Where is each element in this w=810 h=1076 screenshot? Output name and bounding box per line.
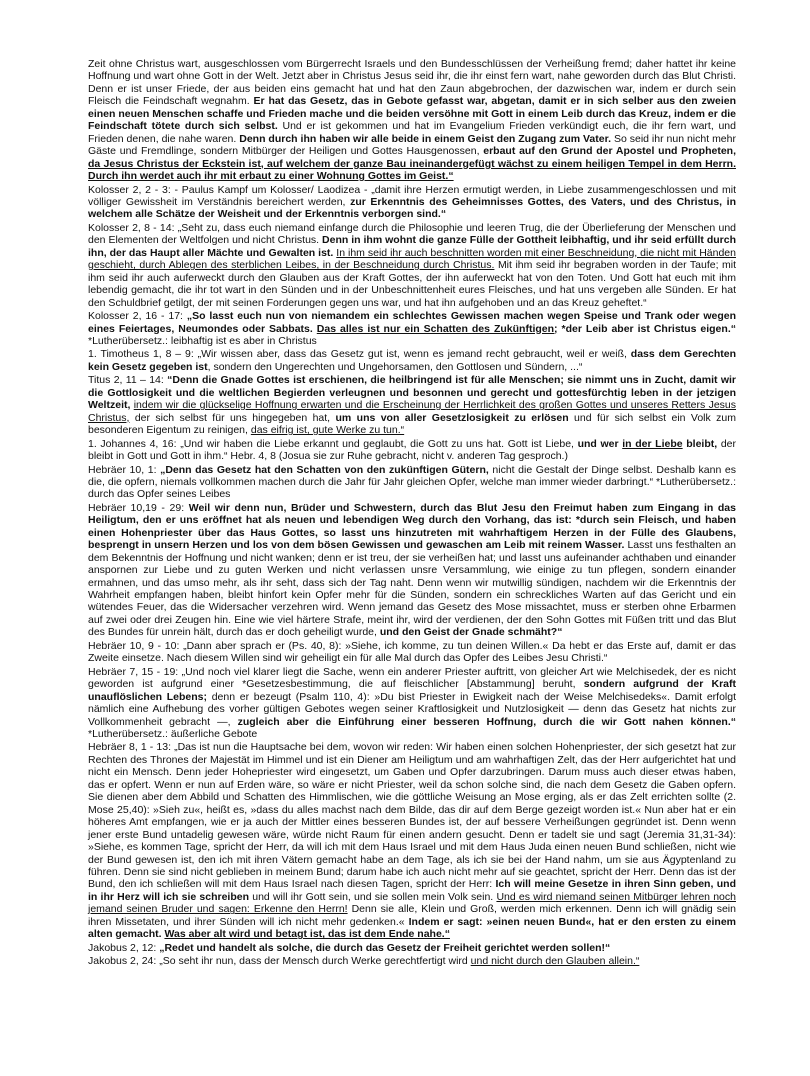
paragraph	[88, 640, 736, 665]
paragraph	[88, 348, 736, 373]
text-segment: Lasst uns festhalten an dem Bekenntnis der Hoffnung und nicht wanken; denn er ist treu, der sie verheißen hat; und lasst uns aufeinander achthaben und einander anspornen zur Liebe und zu guten Werken und nicht verlassen unsre Versammlung, wie einige zu tun pflegen, sondern einander ermahnen, und das umso mehr, als ihr seht, dass sich der Tag naht. Denn wenn wir mutwillig sündigen, nachdem wir die Erkenntnis der Wahrheit empfangen haben, bleibt hinfort kein Opfer mehr für die Sünden, sondern ein schreckliches Warten auf das Gericht und ein wütendes Feuer, das die Widersacher verzehren wird. Wenn jemand das Gesetz des Mose missachtet, muss er sterben ohne Erbarmen auf zwei oder drei Zeugen hin. Eine wie viel härtere Strafe, meint ihr, wird der verdienen, der den Sohn Gottes mit Füßen tritt und das Blut des Bundes für unrein hält, durch das er doch geheiligt wurde,	[88, 539, 736, 639]
text-segment: Jakobus 2, 24: „So seht ihr nun, dass der Mensch durch Werke gerechtfertigt wird	[88, 955, 471, 968]
text-segment: Weil wir denn nun, Brüder und Schwestern, durch das Blut Jesu den Freimut haben zum Eingang in das Heiligtum, den er uns eröffnet hat als neuen und lebendigen Weg durch den Vorhang, das ist: *durch sein Fleisch, und haben einen Hohenpriester über das Haus Gottes, so lasst uns hinzutreten mit wahrhaftigem Herzen in der Fülle des Glaubens, besprengt in unsern Herzen und los von dem bösen Gewissen und gewaschen am Leib mit reinem Wasser.	[88, 501, 736, 552]
text-segment: Hebräer 10, 9 - 10: „Dann aber sprach er (Ps. 40, 8): »Siehe, ich komme, zu tun deinen Willen.« Da hebt er das Erste auf, damit er das Zweite einsetze. Nach diesem Willen sind wir geheiligt ein für alle Mal durch das Opfer des Leibes Jesu Christi.“	[88, 639, 736, 665]
text-segment: Hebräer 8, 1 - 13: „Das ist nun die Hauptsache bei dem, wovon wir reden: Wir haben einen solchen Hohenpriester, der sich gesetzt hat zur Rechten des Thrones der Majestät im Himmel und ist ein Diener am Heiligtum und am wahrhaftigen Zelt, das der Herr aufgerichtet hat und nicht ein Mensch. Denn jeder Hohepriester wird eingesetzt, um Gaben und Opfer darzubringen. Darum muss auch dieser etwas haben, das er opfert. Wenn er nun auf Erden wäre, so wäre er nicht Priester, weil da schon solche sind, die nach dem Gesetz die Gaben opfern. Sie dienen aber dem Abbild und Schatten des Himmlischen, wie die göttliche Weisung an Mose erging, als er das Zelt errichten sollte (2. Mose 25,40): »Sieh zu«, heißt es, »dass du alles machst nach dem Bilde, das dir auf dem Berge gezeigt worden ist.« Nun aber hat er ein höheres Amt empfangen, wie er ja auch der Mittler eines besseren Bundes ist, der auf bessere Verheißungen gegründet ist. Denn wenn jener erste Bund untadelig gewesen wäre, würde nicht Raum für einen andern gesucht. Denn er tadelt sie und sagt (Jeremia 31,31-34): »Siehe, es kommen Tage, spricht der Herr, da will ich mit dem Haus Israel und mit dem Haus Juda einen neuen Bund schließen, nicht wie der Bund gewesen ist, den ich mit ihren Vätern gemacht habe an dem Tage, als ich sie bei der Hand nahm, um sie aus Ägyptenland zu führen. Denn sie sind nicht geblieben in meinem Bund; darum habe ich auch nicht mehr auf sie geachtet, spricht der Herr. Denn das ist der Bund, den ich schließen will mit dem Haus Israel nach diesen Tagen, spricht der Herr:	[88, 741, 736, 891]
text-segment: *Lutherübersetz.: äußerliche Gebote	[88, 728, 258, 741]
paragraph	[88, 942, 736, 954]
text-segment: *der Leib aber ist Christus eigen.“	[557, 322, 736, 335]
paragraph	[88, 955, 736, 967]
text-segment: In ihm seid ihr auch beschnitten worden mit einer Beschneidung, die nicht mit Händen geschieht, durch Ablegen des sterblichen Leibes, in der Beschneidung durch Christus.	[88, 246, 736, 272]
paragraph	[88, 438, 736, 463]
text-segment: und für sich selbst ein Volk zum besonderen Eigentum zu reinigen,	[88, 411, 736, 437]
text-segment: indem wir die glückselige Hoffnung erwarten und die Erscheinung der Herrlichkeit des großen Gottes und unseres Retters Jesus Christus,	[88, 399, 737, 424]
text-segment: um uns von aller Gesetzlosigkeit zu erlösen	[335, 411, 569, 424]
paragraph	[88, 741, 736, 940]
text-segment: Denn durch ihn haben wir alle beide in einem Geist den Zugang zum Vater.	[239, 132, 612, 145]
paragraph	[88, 666, 736, 741]
text-segment: nicht die Gestalt der Dinge selbst. Deshalb kann es die, die opfern, niemals vollkommen machen durch die Jahr für Jahr gleichen Opfer, welche man immer wieder darbringt.“ *Lutherübersetz.: durch das Opfer seines Leibes	[88, 463, 736, 501]
text-segment: bleibt,	[682, 437, 718, 450]
text-segment: Und er ist gekommen und hat im Evangelium Frieden verkündigt euch, die ihr fern wart, und Frieden denen, die nahe waren.	[88, 120, 736, 145]
paragraph	[88, 184, 736, 221]
text-segment: erbaut auf den Grund der Apostel und Propheten,	[483, 145, 736, 158]
text-segment: Hebräer 7, 15 - 19: „Und noch viel klarer liegt die Sache, wenn ein anderer Priester auftritt, von gleicher Art wie Melchisedek, der es nicht geworden ist aufgrund einer *Gesetzesbestimmung, die auf fleischlicher [Abstammung] beruht,	[88, 665, 736, 691]
text-segment: in der Liebe	[622, 437, 683, 450]
text-segment: 1. Timotheus 1, 8 – 9: „Wir wissen aber, dass das Gesetz gut ist, wenn es jemand recht gebraucht, weil er weiß,	[88, 348, 631, 361]
text-segment: zugleich aber die Einführung einer besseren Hoffnung, durch die wir Gott nahen können.“	[237, 715, 737, 728]
text-segment: Denn sie alle, Klein und Groß, werden mich erkennen. Denn ich will gnädig sein ihren Missetaten, und ihrer Sünden will ich nicht mehr gedenken.«	[88, 903, 736, 928]
text-segment: Indem er sagt: »einen neuen Bund«, hat er den ersten zu einem alten gemacht.	[88, 915, 737, 941]
text-segment: „Redet und handelt als solche, die durch das Gesetz der Freiheit gerichtet werden sollen!“	[159, 941, 611, 954]
text-segment: Kolosser 2, 2 - 3: - Paulus Kampf um Kolosser/ Laodizea - „damit ihre Herzen ermutigt werden, in Liebe zusammengeschlossen und mit völliger Gewissheit im Verständnis bereichert werden,	[88, 183, 736, 208]
text-segment: Jakobus 2, 12:	[88, 941, 160, 954]
text-segment: Denn in ihm wohnt die ganze Fülle der Gottheit leibhaftig, und ihr seid erfüllt durch ihn, der das Haupt aller Mächte und Gewalten ist.	[88, 234, 737, 259]
text-segment: Ich will meine Gesetze in ihren Sinn geben, und in ihr Herz will ich sie schreiben	[88, 878, 736, 903]
text-segment: zur Erkenntnis des Geheimnisses Gottes, des Vaters, und des Christus, in welchem alle Schätze der Weisheit und der Erkenntnis verborgen sind.“	[88, 195, 736, 221]
text-segment: Und es wird niemand seinen Mitbürger lehren noch jemand seinen Bruder und sagen: Erkenne den Herrn!	[88, 890, 736, 916]
text-segment: dass dem Gerechten kein Gesetz gegeben ist	[88, 348, 736, 373]
text-segment: und wer	[577, 437, 623, 450]
paragraph	[88, 58, 736, 183]
text-segment: und will ihr Gott sein, und sie sollen mein Volk sein.	[249, 890, 497, 903]
text-segment: Titus 2, 11 – 14:	[88, 374, 168, 387]
paragraph	[88, 310, 736, 347]
text-segment: „So lasst euch nun von niemandem ein schlechtes Gewissen machen wegen Speise und Trank oder wegen eines Feiertages, Neumondes oder Sabbats.	[88, 310, 736, 335]
text-segment: , sondern den Ungerechten und Ungehorsamen, den Gottlosen und Sündern, ...“	[207, 360, 583, 373]
text-segment: und den Geist der Gnade schmäht?“	[379, 626, 563, 639]
text-segment: da Jesus Christus der Eckstein ist, auf welchem der ganze Bau ineinandergefügt wächst zu einem heiligen Tempel in dem Herrn. Durch ihn werdet auch ihr mit erbaut zu einer Wohnung Gottes im Geist.“	[88, 157, 736, 183]
text-segment: 1. Johannes 4, 16: „Und wir haben die Liebe erkannt und geglaubt, die Gott zu uns hat. Gott ist Liebe,	[88, 437, 578, 450]
paragraph	[88, 374, 736, 436]
text-segment: Was aber alt wird und betagt ist, das ist dem Ende nahe.“	[164, 928, 450, 941]
text-segment: „Denn das Gesetz hat den Schatten von den zukünftigen Gütern,	[160, 463, 489, 476]
text-segment: der sich selbst für uns hingegeben hat,	[129, 411, 336, 424]
text-segment: So seid ihr nun nicht mehr Gäste und Fremdlinge, sondern Mitbürger der Heiligen und Gottes Hausgenossen,	[88, 132, 736, 158]
paragraph	[88, 222, 736, 309]
text-segment: Hebräer 10,19 - 29:	[88, 501, 189, 514]
text-segment: *Lutherübersetz.: leibhaftig ist es aber in Christus	[88, 334, 317, 347]
text-segment: Das alles ist nur ein Schatten des Zukünftigen;	[316, 322, 558, 335]
text-segment: Hebräer 10, 1:	[88, 463, 161, 476]
text-segment: denn er bezeugt (Psalm 110, 4): »Du bist Priester in Ewigkeit nach der Weise Melchisedeks«. Damit erfolgt nämlich eine Aufhebung des vorher gültigen Gebotes wegen seiner Kraftlosigkeit und Nutzlosigkeit — denn das Gesetz hat nichts zur Vollkommenheit gebracht —,	[88, 690, 737, 728]
text-segment: das eifrig ist, gute Werke zu tun.“	[250, 424, 405, 437]
text-segment: sondern aufgrund der Kraft unauflöslichen Lebens;	[88, 678, 737, 703]
text-segment: “Denn die Gnade Gottes ist erschienen, die heilbringend ist für alle Menschen; sie nimmt uns in Zucht, damit wir die Gottlosigkeit und die weltlichen Begierden verleugnen und besonnen und gerecht und gottesfürchtig leben in der jetzigen Weltzeit,	[88, 374, 737, 412]
paragraph	[88, 502, 736, 639]
paragraph	[88, 464, 736, 501]
text-segment: Kolosser 2, 8 - 14: „Seht zu, dass euch niemand einfange durch die Philosophie und leeren Trug, die der Überlieferung der Menschen und den Elementen der Weltfolgen und nicht Christus.	[88, 221, 736, 247]
text-segment: Er hat das Gesetz, das in Gebote gefasst war, abgetan, damit er in sich selber aus den zweien einen neuen Menschen schaffe und Frieden mache und die beiden versöhne mit Gott in einem Leib durch das Kreuz, indem er die Feindschaft tötete durch sich selbst.	[88, 95, 736, 133]
text-segment: Kolosser 2, 16 - 17:	[88, 310, 187, 323]
text-segment: der bleibt in Gott und Gott in ihm.“ Hebr. 4, 8 (Josua sie zur Ruhe gebracht, nicht v. anderen Tag gesproch.)	[88, 437, 737, 463]
document-page	[88, 58, 736, 969]
text-segment: und nicht durch den Glauben allein.“	[470, 955, 640, 968]
text-segment: Zeit ohne Christus wart, ausgeschlossen vom Bürgerrecht Israels und den Bundesschlüssen der Verheißung fremd; daher hattet ihr keine Hoffnung und wart ohne Gott in der Welt. Jetzt aber in Christus Jesus seid ihr, die ihr einst fern wart, nahe geworden durch das Blut Christi. Denn er ist unser Friede, der aus beiden eins gemacht hat und hat den Zaun abgebrochen, der dazwischen war, indem er durch sein Fleisch die Feindschaft wegnahm.	[88, 58, 736, 108]
text-segment: Mit ihm seid ihr begraben worden in der Taufe; mit ihm seid ihr auch auferweckt durch den Glauben aus der Kraft Gottes, der ihn auferweckt hat von den Toten. Und Gott hat euch mit ihm lebendig gemacht, die ihr tot wart in den Sünden und in der Unbeschnittenheit eures Fleisches, und hat uns vergeben alle Sünden. Er hat den Schuldbrief getilgt, der mit seinen Forderungen gegen uns war, und hat ihn aufgehoben und an das Kreuz geheftet.“	[88, 259, 737, 309]
